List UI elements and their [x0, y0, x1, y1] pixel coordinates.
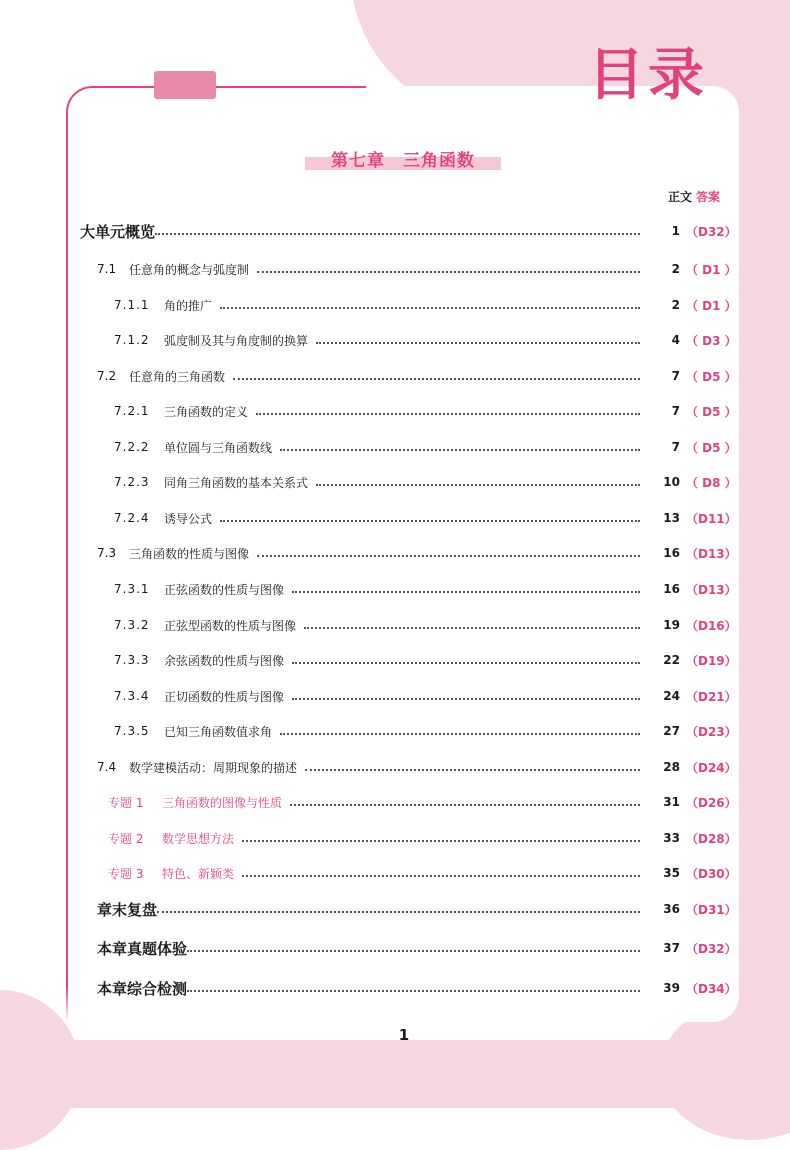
toc-title: 章末复盘	[97, 900, 158, 919]
toc-title: 正切函数的性质与图像	[164, 689, 285, 704]
toc-row[interactable]	[114, 614, 737, 636]
toc-number: 7.2.4	[114, 511, 150, 525]
toc-page: 39	[663, 981, 680, 995]
toc-number: 7.3.2	[114, 618, 150, 632]
toc-row[interactable]	[80, 220, 737, 242]
toc-page: 19	[663, 618, 680, 632]
toc-title: 正弦函数的性质与图像	[164, 582, 285, 597]
toc-page: 36	[663, 902, 680, 916]
chapter-heading	[305, 146, 501, 172]
toc-title: 任意角的三角函数	[129, 369, 226, 384]
toc-leader-dots	[280, 449, 640, 451]
toc-number: 7.2	[97, 369, 117, 383]
toc-page: 24	[663, 689, 680, 703]
toc-page: 37	[663, 941, 680, 955]
toc-row[interactable]	[97, 365, 737, 387]
toc-page: 4	[671, 333, 680, 347]
toc-leader-dots	[157, 911, 640, 913]
toc-leader-dots	[290, 804, 640, 806]
toc-leader-dots	[187, 990, 640, 992]
toc-answer-page: （D34）	[686, 981, 737, 996]
chapter-title: 第七章 三角函数	[331, 151, 475, 171]
toc-answer-page: （ D5 ）	[686, 404, 737, 419]
toc-answer-page: （D24）	[686, 760, 737, 775]
toc-answer-page: （D31）	[686, 902, 737, 917]
toc-page: 2	[671, 298, 680, 312]
toc-title: 余弦函数的性质与图像	[164, 653, 285, 668]
toc-leader-dots	[187, 950, 640, 952]
toc-row[interactable]	[114, 578, 737, 600]
toc-row[interactable]	[114, 294, 737, 316]
toc-row[interactable]	[114, 436, 737, 458]
toc-row[interactable]	[108, 827, 737, 849]
toc-title: 本章综合检测	[97, 979, 188, 998]
toc-title: 角的推广	[164, 298, 213, 313]
toc-page: 13	[663, 511, 680, 525]
toc-page: 7	[671, 440, 680, 454]
toc-leader-dots	[233, 378, 640, 380]
toc-row[interactable]	[114, 685, 737, 707]
toc-answer-page: （ D5 ）	[686, 369, 737, 384]
toc-page: 31	[663, 795, 680, 809]
toc-number: 7.1.2	[114, 333, 150, 347]
toc-row[interactable]	[108, 791, 737, 813]
toc-title: 任意角的概念与弧度制	[129, 262, 250, 277]
toc-row[interactable]	[114, 471, 737, 493]
toc-number: 7.2.2	[114, 440, 150, 454]
toc-leader-dots	[242, 840, 640, 842]
toc-number: 7.2.1	[114, 404, 150, 418]
toc-row[interactable]	[97, 756, 737, 778]
toc-answer-page: （D23）	[686, 724, 737, 739]
toc-row[interactable]	[114, 507, 737, 529]
toc-page: 1	[671, 224, 680, 238]
toc-leader-dots	[155, 233, 640, 235]
toc-answer-page: （D13）	[686, 582, 737, 597]
toc-answer-page: （D11）	[686, 511, 737, 526]
toc-leader-dots	[305, 769, 640, 771]
toc-leader-dots	[316, 342, 640, 344]
toc-answer-page: （ D1 ）	[686, 262, 737, 277]
toc-answer-page: （ D8 ）	[686, 475, 737, 490]
column-answer-label: 答案	[695, 190, 720, 204]
toc-answer-page: （ D3 ）	[686, 333, 737, 348]
column-headers	[668, 188, 720, 205]
toc-number: 7.3.5	[114, 724, 150, 738]
toc-title: 正弦型函数的性质与图像	[164, 618, 297, 633]
toc-number: 7.1.1	[114, 298, 150, 312]
toc-number: 7.2.3	[114, 475, 150, 489]
toc-title: 弧度制及其与角度制的换算	[164, 333, 309, 348]
toc-page: 7	[671, 404, 680, 418]
toc-answer-page: （D32）	[686, 224, 737, 239]
toc-number: 7.3.3	[114, 653, 150, 667]
toc-row[interactable]	[97, 258, 737, 280]
toc-page: 27	[663, 724, 680, 738]
toc-answer-page: （D32）	[686, 941, 737, 956]
toc-number: 7.1	[97, 262, 117, 276]
toc-row[interactable]	[114, 329, 737, 351]
toc-row[interactable]	[97, 937, 737, 959]
toc-answer-page: （D21）	[686, 689, 737, 704]
toc-answer-page: （D13）	[686, 546, 737, 561]
toc-number: 专题 1	[108, 795, 144, 810]
toc-page: 16	[663, 546, 680, 560]
toc-row[interactable]	[114, 649, 737, 671]
toc-title: 本章真题体验	[97, 939, 188, 958]
toc-title: 数学建模活动：周期现象的描述	[129, 760, 298, 775]
toc-leader-dots	[304, 627, 640, 629]
toc-leader-dots	[292, 698, 640, 700]
toc-number: 7.3.1	[114, 582, 150, 596]
toc-answer-page: （D16）	[686, 618, 737, 633]
toc-leader-dots	[256, 413, 640, 415]
toc-number: 7.3.4	[114, 689, 150, 703]
toc-title: 已知三角函数值求角	[164, 724, 273, 739]
toc-title: 三角函数的图像与性质	[162, 795, 283, 810]
toc-answer-page: （ D5 ）	[686, 440, 737, 455]
toc-leader-dots	[220, 307, 640, 309]
toc-answer-page: （D30）	[686, 866, 737, 881]
toc-leader-dots	[292, 591, 640, 593]
toc-number: 7.3	[97, 546, 117, 560]
toc-title: 同角三角函数的基本关系式	[164, 475, 309, 490]
toc-answer-page: （D26）	[686, 795, 737, 810]
toc-page: 35	[663, 866, 680, 880]
toc-row[interactable]	[108, 862, 737, 884]
toc-title: 诱导公式	[164, 511, 213, 526]
toc-title: 三角函数的性质与图像	[129, 546, 250, 561]
page-title: 目录	[588, 43, 708, 108]
toc-page: 16	[663, 582, 680, 596]
page-number: 1	[398, 1026, 410, 1044]
toc-page: 2	[671, 262, 680, 276]
toc-leader-dots	[242, 875, 640, 877]
toc-page: 10	[663, 475, 680, 489]
toc-leader-dots	[257, 271, 640, 273]
toc-number: 7.4	[97, 760, 117, 774]
toc-leader-dots	[257, 555, 640, 557]
toc-leader-dots	[220, 520, 640, 522]
toc-leader-dots	[292, 662, 640, 664]
toc-row[interactable]	[97, 898, 737, 920]
toc-title: 数学思想方法	[162, 831, 235, 846]
toc-row[interactable]	[97, 542, 737, 564]
toc-leader-dots	[280, 733, 640, 735]
toc-title: 特色、新颖类	[162, 866, 235, 881]
column-main-label: 正文	[667, 190, 692, 204]
toc-title: 大单元概览	[80, 222, 156, 241]
toc-page: 33	[663, 831, 680, 845]
toc-leader-dots	[316, 484, 640, 486]
toc-title: 三角函数的定义	[164, 404, 249, 419]
toc-page: 7	[671, 369, 680, 383]
toc-answer-page: （D28）	[686, 831, 737, 846]
toc-answer-page: （ D1 ）	[686, 298, 737, 313]
decor-tab	[154, 71, 216, 99]
toc-answer-page: （D19）	[686, 653, 737, 668]
toc-page: 28	[663, 760, 680, 774]
toc-title: 单位圆与三角函数线	[164, 440, 273, 455]
toc-page: 22	[663, 653, 680, 667]
toc-row[interactable]	[114, 400, 737, 422]
toc-row[interactable]	[114, 720, 737, 742]
decor-right-band	[739, 140, 790, 1108]
toc-row[interactable]	[97, 977, 737, 999]
toc-number: 专题 3	[108, 866, 144, 881]
toc-number: 专题 2	[108, 831, 144, 846]
